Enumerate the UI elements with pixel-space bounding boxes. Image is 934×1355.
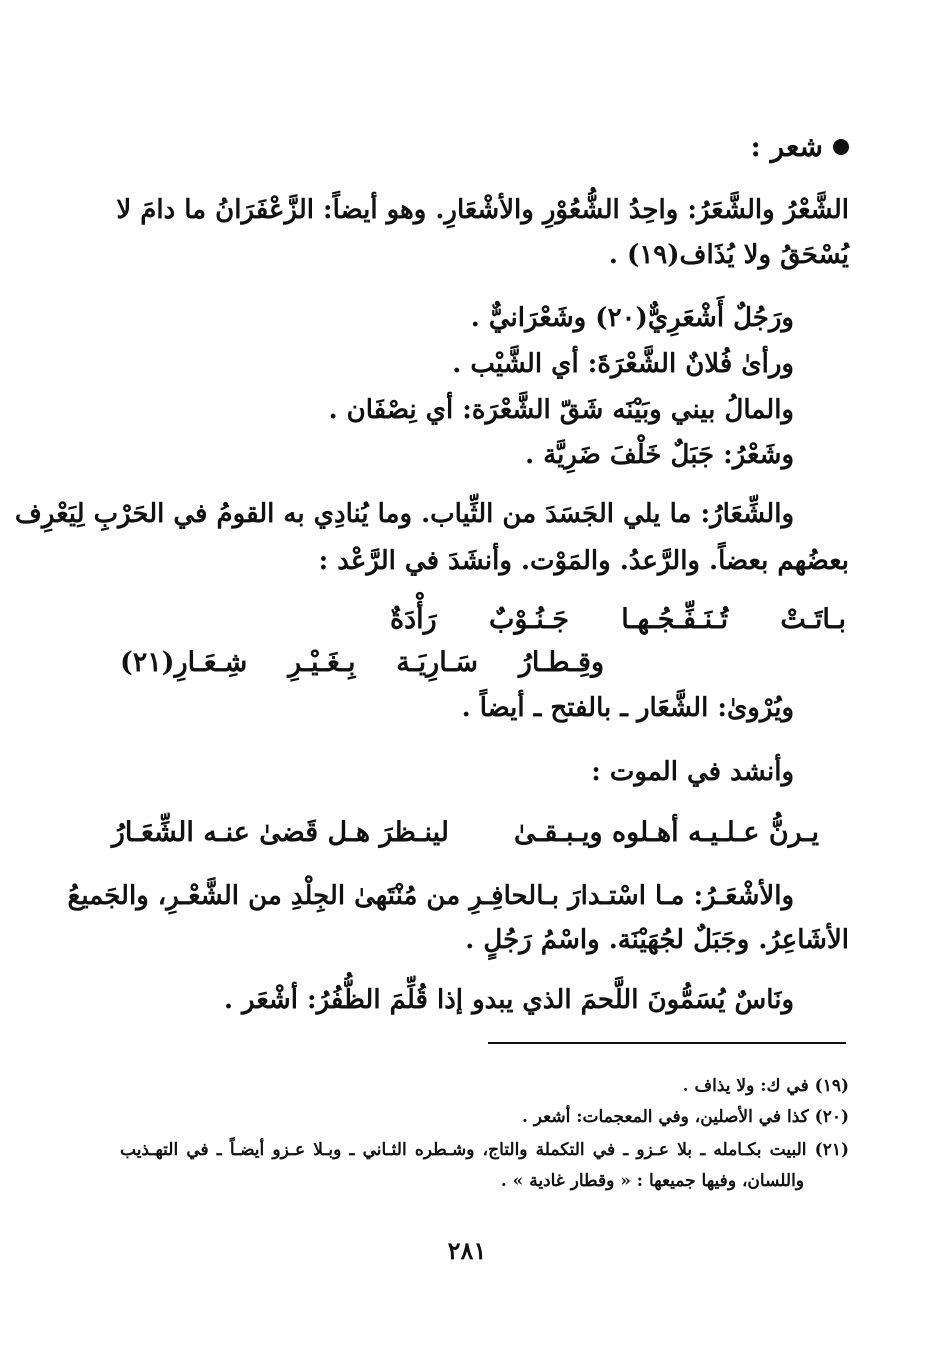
text-line-13: ونَاسٌ يُسَمُّونَ اللَّحمَ الذي يبدو إذا قُلِّمَ الظُّفُرُ: أشْعَر . (223, 985, 794, 1015)
text-line-8: بعضُهم بعضاً. والرَّعدُ. والمَوْت. وأنشَدَ في الرَّعْد : (318, 546, 849, 576)
footnote-19: (١٩) في ك: ولا يذاف . (682, 1076, 849, 1096)
heading-text: شعر : (750, 130, 823, 163)
text-line-3: ورَجُلٌ أَشْعَرِيٌّ(٢٠) وشَعْرَانيٌّ . (470, 303, 794, 333)
text-line-1: الشَّعْرُ والشَّعَرُ: واحِدُ الشُّعُوْرِ والأشْعَارِ. وهو أيضاً: الزَّعْفَرَانُ ما دامَ لا (116, 195, 849, 225)
footnote-separator (488, 1042, 846, 1044)
verse-line-3a: يـرنُّ عـلـيـه أهـلوه ويـبـقـىٰ (513, 817, 819, 848)
text-line-4: ورأىٰ فُلانٌ الشَّعْرَةَ: أي الشَّيْب . (452, 349, 794, 379)
text-line-9: ويُرْوىٰ: الشَّعَار ـ بالفتح ـ أيضاً . (461, 693, 794, 723)
footnote-21: (٢١) البيت بكـامله ـ بلا عـزو ـ في التكملة والتاج، وشـطره الثـاني ـ وبـلا عـزو أيضـاً ـ في التهـذيب (120, 1140, 849, 1160)
verse-line-1: بـاتَـتْ تُـنَـفِّـجُـهـا جَـنُـوْبٌ رَأْدَةٌ (390, 604, 846, 635)
page-number: ٢٨١ (447, 1236, 487, 1265)
verse-line-3b: لينـظرَ هـل قَضىٰ عنـه الشِّعَـارُ (111, 817, 449, 848)
text-line-5: والمالُ بيني وبَيْنَه شَقّ الشَّعْرَة: أي نِصْفَان . (328, 395, 794, 425)
text-line-12: الأشَاعِرُ. وجَبَلٌ لجُهَيْنَة. واسْمُ رَجُلٍ . (465, 925, 849, 955)
text-line-10: وأنشد في الموت : (591, 757, 794, 787)
text-line-2: يُسْحَقُ ولا يُذَاف(١٩) . (608, 240, 849, 270)
section-heading (750, 130, 849, 163)
verse-line-2: وقِـطـارُ سَـارِيَـة بِـغَـيْـرِ شِـعَـارِ(٢١) (120, 647, 604, 678)
bullet-icon (833, 139, 849, 155)
footnote-21-continued: واللسان، وفيها جميعها : « وقطار غادية » . (500, 1171, 804, 1191)
text-line-7: والشِّعَارُ: ما يلي الجَسَدَ من الثِّياب. وما يُنادِي به القومُ في الحَرْبِ لِيَعْرِف (14, 499, 794, 529)
text-line-6: وشَعْرُ: جَبَلٌ خَلْفَ ضَرِيَّة . (525, 440, 794, 470)
footnote-20: (٢٠) كذا في الأصلين، وفي المعجمات: أشعر . (521, 1107, 849, 1127)
text-line-11: والأشْعَـرُ: مـا اسْتـدارَ بـالحافِـرِ من مُنْتَهىٰ الجِلْدِ من الشَّعْـرِ، والجَميعُ (67, 881, 794, 911)
